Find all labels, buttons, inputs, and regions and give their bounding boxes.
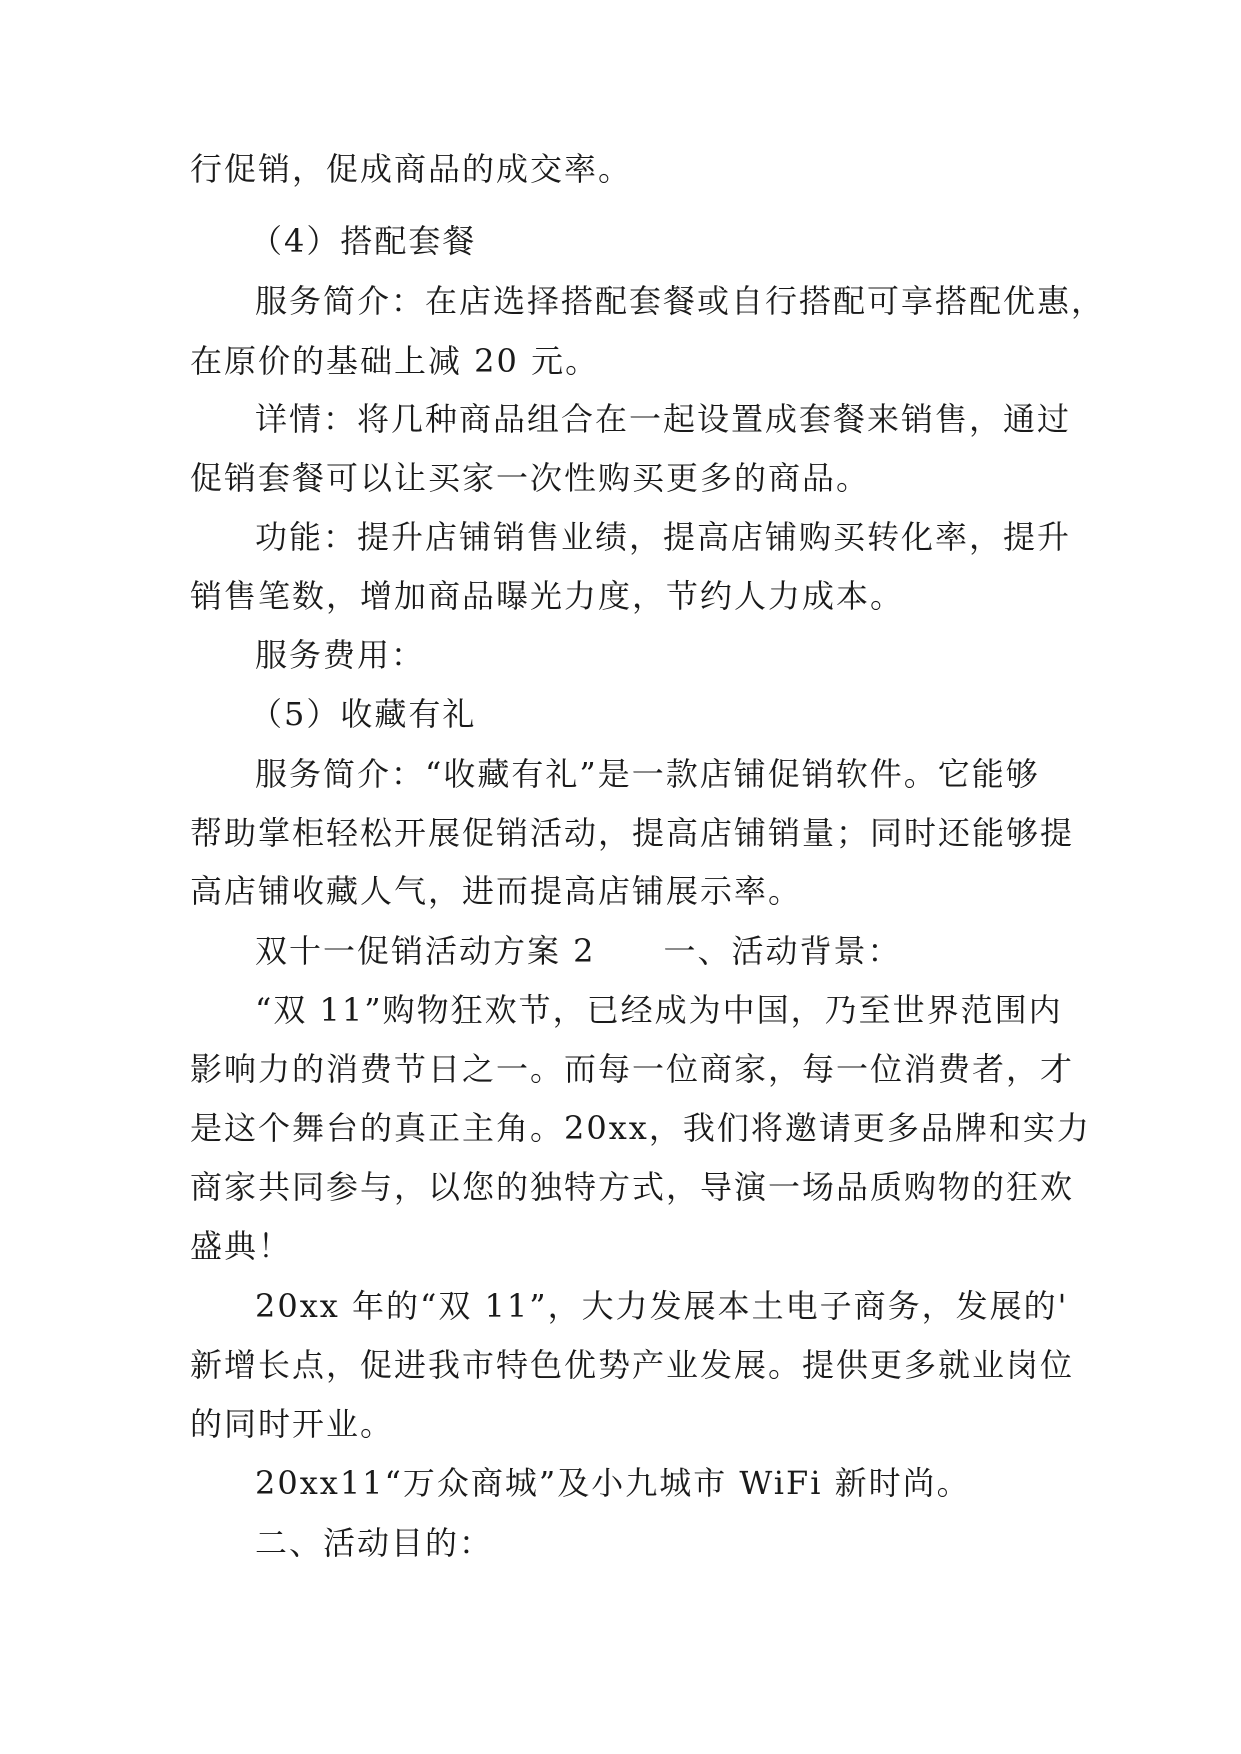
paragraph-line: 功能：提升店铺销售业绩，提高店铺购买转化率，提升 <box>255 518 1072 556</box>
paragraph-line: 商家共同参与，以您的独特方式，导演一场品质购物的狂欢 <box>190 1168 1075 1206</box>
paragraph-line: 的同时开业。 <box>190 1405 395 1443</box>
section-heading-2: 二、活动目的： <box>255 1524 494 1562</box>
section-heading-4: （4）搭配套餐 <box>250 222 477 260</box>
paragraph-line: 20xx11“万众商城”及小九城市 WiFi 新时尚。 <box>255 1464 971 1502</box>
paragraph-line: 新增长点，促进我市特色优势产业发展。提供更多就业岗位 <box>190 1346 1075 1384</box>
paragraph-line: 在原价的基础上减 20 元。 <box>190 342 600 380</box>
paragraph-line: 20xx 年的“双 11”，大力发展本土电子商务，发展的' <box>255 1287 1069 1325</box>
paragraph-line: 促销套餐可以让买家一次性购买更多的商品。 <box>190 459 871 497</box>
paragraph-line: 行促销，促成商品的成交率。 <box>190 150 633 188</box>
paragraph-line: 服务费用： <box>255 636 426 674</box>
paragraph-line: “双 11”购物狂欢节，已经成为中国，乃至世界范围内 <box>255 991 1063 1029</box>
paragraph-line: 帮助掌柜轻松开展促销活动，提高店铺销量；同时还能够提 <box>190 814 1075 852</box>
section-heading-5: （5）收藏有礼 <box>250 695 477 733</box>
document-title-line: 双十一促销活动方案 2 一、活动背景： <box>255 932 902 970</box>
paragraph-line: 影响力的消费节日之一。而每一位商家，每一位消费者，才 <box>190 1050 1075 1088</box>
paragraph-line: 服务简介：在店选择搭配套餐或自行搭配可享搭配优惠， <box>255 282 1106 320</box>
paragraph-line: 是这个舞台的真正主角。20xx，我们将邀请更多品牌和实力 <box>190 1109 1091 1147</box>
paragraph-line: 盛典！ <box>190 1227 293 1265</box>
paragraph-line: 销售笔数，增加商品曝光力度，节约人力成本。 <box>190 577 905 615</box>
paragraph-line: 服务简介：“收藏有礼”是一款店铺促销软件。它能够 <box>255 755 1040 793</box>
paragraph-line: 详情：将几种商品组合在一起设置成套餐来销售，通过 <box>255 400 1072 438</box>
paragraph-line: 高店铺收藏人气，进而提高店铺展示率。 <box>190 872 803 910</box>
